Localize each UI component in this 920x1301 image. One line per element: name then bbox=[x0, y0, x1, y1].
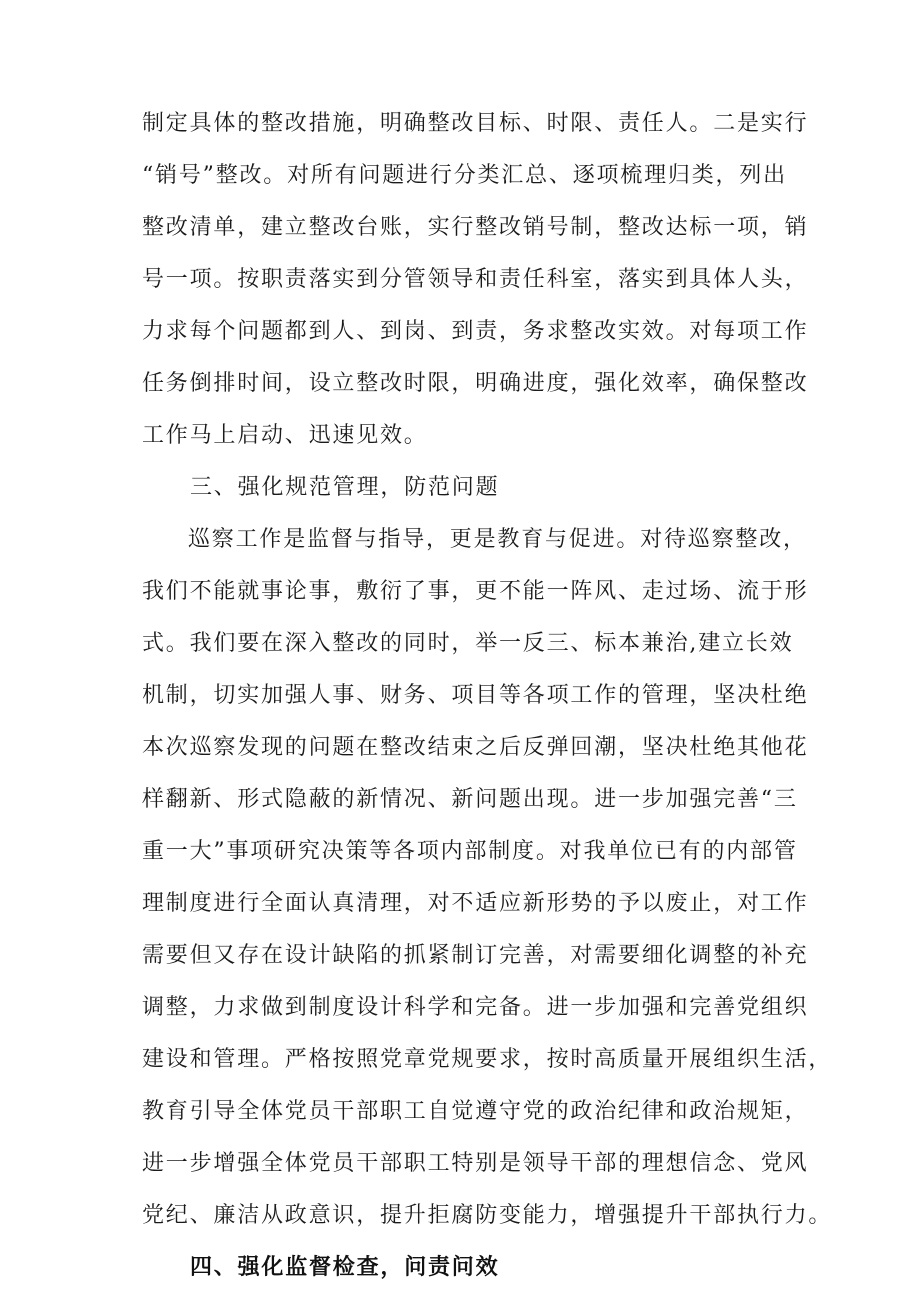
text-line: 力求每个问题都到人、到岗、到责，务求整改实效。对每项工作 bbox=[142, 319, 809, 344]
text-line: “销号”整改。对所有问题进行分类汇总、逐项梳理归类，列出 bbox=[142, 163, 787, 188]
text-line: 机制，切实加强人事、财务、项目等各项工作的管理，坚决杜绝 bbox=[142, 683, 809, 708]
text-line: 理制度进行全面认真清理，对不适应新形势的予以废止，对工作 bbox=[142, 891, 809, 916]
section-heading-4: 四、强化监督检查，问责问效 bbox=[190, 1255, 500, 1280]
text-line: 制定具体的整改措施，明确整改目标、时限、责任人。二是实行 bbox=[142, 111, 809, 136]
text-line: 工作马上启动、迅速见效。 bbox=[142, 423, 428, 448]
text-line: 教育引导全体党员干部职工自觉遵守党的政治纪律和政治规矩， bbox=[142, 1099, 809, 1124]
section-heading-3: 三、强化规范管理，防范问题 bbox=[190, 475, 500, 500]
text-line: 整改清单，建立整改台账，实行整改销号制，整改达标一项，销 bbox=[142, 215, 809, 240]
text-line: 任务倒排时间，设立整改时限，明确进度，强化效率，确保整改 bbox=[142, 371, 809, 396]
text-line: 样翻新、形式隐蔽的新情况、新问题出现。进一步加强完善“三 bbox=[142, 787, 798, 812]
text-line: 进一步增强全体党员干部职工特别是领导干部的理想信念、党风 bbox=[142, 1151, 809, 1176]
text-line: 重一大”事项研究决策等各项内部制度。对我单位已有的内部管 bbox=[142, 839, 798, 864]
text-line: 号一项。按职责落实到分管领导和责任科室，落实到具体人头， bbox=[142, 267, 809, 292]
text-line: 党纪、廉洁从政意识，提升拒腐防变能力，增强提升干部执行力。 bbox=[142, 1203, 833, 1228]
text-line: 建设和管理。严格按照党章党规要求，按时高质量开展组织生活， bbox=[142, 1047, 833, 1072]
text-line: 我们不能就事论事，敷衍了事，更不能一阵风、走过场、流于形 bbox=[142, 579, 809, 604]
text-line: 调整，力求做到制度设计科学和完备。进一步加强和完善党组织 bbox=[142, 995, 809, 1020]
text-line: 式。我们要在深入整改的同时，举一反三、标本兼治,建立长效 bbox=[142, 631, 794, 656]
text-line: 巡察工作是监督与指导，更是教育与促进。对待巡察整改， bbox=[188, 527, 807, 552]
text-line: 需要但又存在设计缺陷的抓紧制订完善，对需要细化调整的补充 bbox=[142, 943, 809, 968]
text-line: 本次巡察发现的问题在整改结束之后反弹回潮，坚决杜绝其他花 bbox=[142, 735, 809, 760]
